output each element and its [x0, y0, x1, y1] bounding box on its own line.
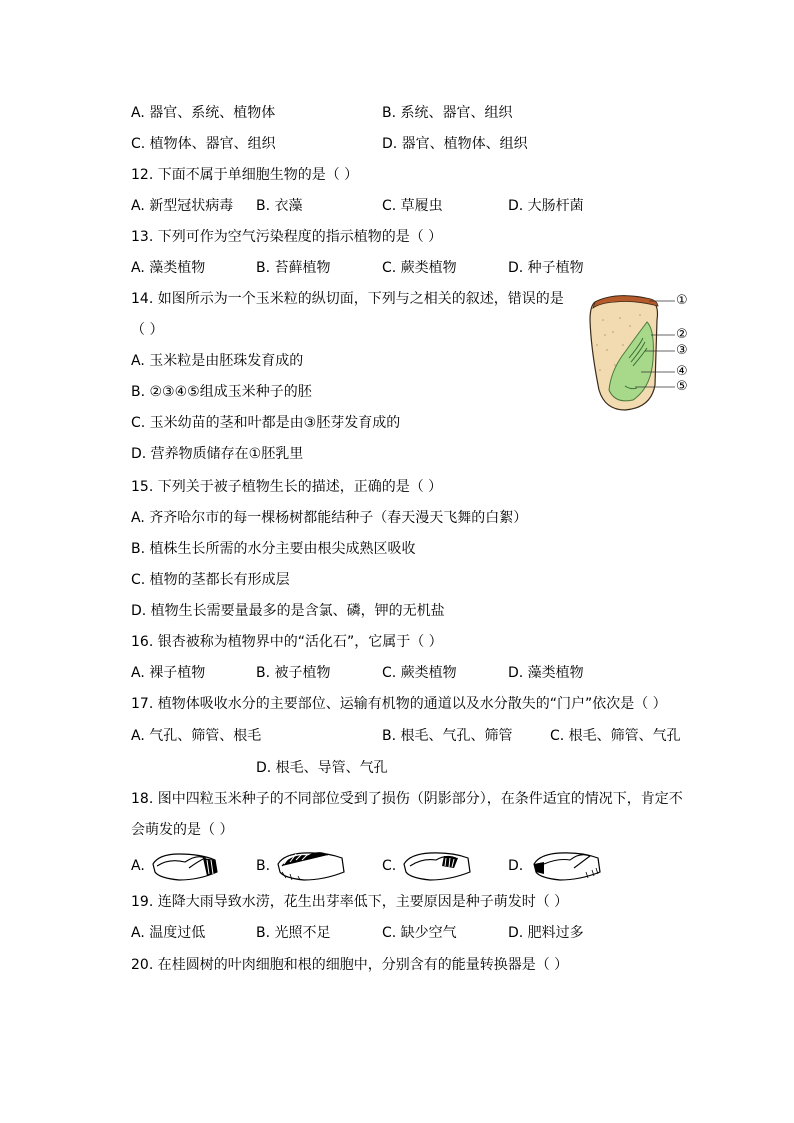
q18-option-d: D.	[508, 858, 524, 874]
seed-d-figure	[530, 846, 604, 884]
q15-option-b: B. 植株生长所需的水分主要由根尖成熟区吸收	[131, 541, 416, 557]
q11-option-a: A. 器官、系统、植物体	[131, 105, 276, 121]
q17-stem: 17. 植物体吸收水分的主要部位、运输有机物的通道以及水分散失的“门户”依次是（ ）	[131, 696, 667, 712]
q16-option-c: C. 蕨类植物	[382, 665, 457, 681]
seed-b-figure	[274, 846, 348, 884]
q14-option-d: D. 营养物质储存在①胚乳里	[131, 446, 304, 462]
q12-option-a: A. 新型冠状病毒	[131, 198, 234, 214]
q18-stem: 18. 图中四粒玉米种子的不同部位受到了损伤（阴影部分），在条件适宜的情况下，肯定不	[131, 791, 683, 807]
q15-option-d: D. 植物生长需要量最多的是含氯、磷，钾的无机盐	[131, 603, 445, 619]
corn-kernel-figure	[585, 290, 695, 414]
q16-stem: 16. 银杏被称为植物界中的“活化石”，它属于（ ）	[131, 634, 443, 650]
q14-option-c: C. 玉米幼苗的茎和叶都是由③胚芽发育成的	[131, 415, 401, 431]
q17-option-b: B. 根毛、气孔、筛管	[382, 728, 513, 744]
q16-option-b: B. 被子植物	[256, 665, 331, 681]
q18-option-c: C.	[382, 858, 397, 874]
q11-option-c: C. 植物体、器官、组织	[131, 136, 276, 152]
q11-option-b: B. 系统、器官、组织	[382, 105, 513, 121]
q12-option-b: B. 衣藻	[256, 198, 303, 214]
q14-stem: 14. 如图所示为一个玉米粒的纵切面，下列与之相关的叙述，错误的是	[131, 291, 564, 307]
label-3: ③	[676, 343, 688, 358]
q13-option-c: C. 蕨类植物	[382, 260, 457, 276]
label-4: ④	[676, 364, 688, 379]
q15-option-c: C. 植物的茎都长有形成层	[131, 572, 290, 588]
q14-stem-cont: （ ）	[131, 322, 164, 338]
q13-stem: 13. 下列可作为空气污染程度的指示植物的是（ ）	[131, 229, 443, 245]
q15-stem: 15. 下列关于被子植物生长的描述，正确的是（ ）	[131, 479, 443, 495]
q14-option-b: B. ②③④⑤组成玉米种子的胚	[131, 384, 312, 400]
q13-option-b: B. 苔藓植物	[256, 260, 331, 276]
seed-a-figure	[149, 848, 221, 884]
q15-option-a: A. 齐齐哈尔市的每一棵杨树都能结种子（春天漫天飞舞的白絮）	[131, 510, 528, 526]
q11-option-d: D. 器官、植物体、组织	[382, 136, 528, 152]
q12-stem: 12. 下面不属于单细胞生物的是（ ）	[131, 167, 359, 183]
q12-option-d: D. 大肠杆菌	[508, 198, 584, 214]
q19-option-a: A. 温度过低	[131, 925, 206, 941]
q17-option-a: A. 气孔、筛管、根毛	[131, 728, 262, 744]
q19-option-d: D. 肥料过多	[508, 925, 584, 941]
q16-option-a: A. 裸子植物	[131, 665, 206, 681]
q19-option-c: C. 缺少空气	[382, 925, 457, 941]
q13-option-a: A. 藻类植物	[131, 260, 206, 276]
q14-option-a: A. 玉米粒是由胚珠发育成的	[131, 353, 304, 369]
q19-stem: 19. 连降大雨导致水涝，花生出芽率低下，主要原因是种子萌发时（ ）	[131, 894, 569, 910]
q13-option-d: D. 种子植物	[508, 260, 584, 276]
q18-stem-cont: 会萌发的是（ ）	[131, 822, 234, 838]
q17-option-d: D. 根毛、导管、气孔	[256, 760, 388, 776]
q16-option-d: D. 藻类植物	[508, 665, 584, 681]
label-5: ⑤	[676, 379, 688, 394]
q19-option-b: B. 光照不足	[256, 925, 331, 941]
label-2: ②	[676, 327, 688, 342]
q17-option-c: C. 根毛、筛管、气孔	[550, 728, 681, 744]
q18-option-a: A.	[131, 858, 145, 874]
q20-stem: 20. 在桂圆树的叶肉细胞和根的细胞中，分别含有的能量转换器是（ ）	[131, 957, 569, 973]
label-1: ①	[676, 293, 688, 308]
q18-option-b: B.	[256, 858, 271, 874]
seed-c-figure	[400, 846, 474, 884]
q12-option-c: C. 草履虫	[382, 198, 443, 214]
